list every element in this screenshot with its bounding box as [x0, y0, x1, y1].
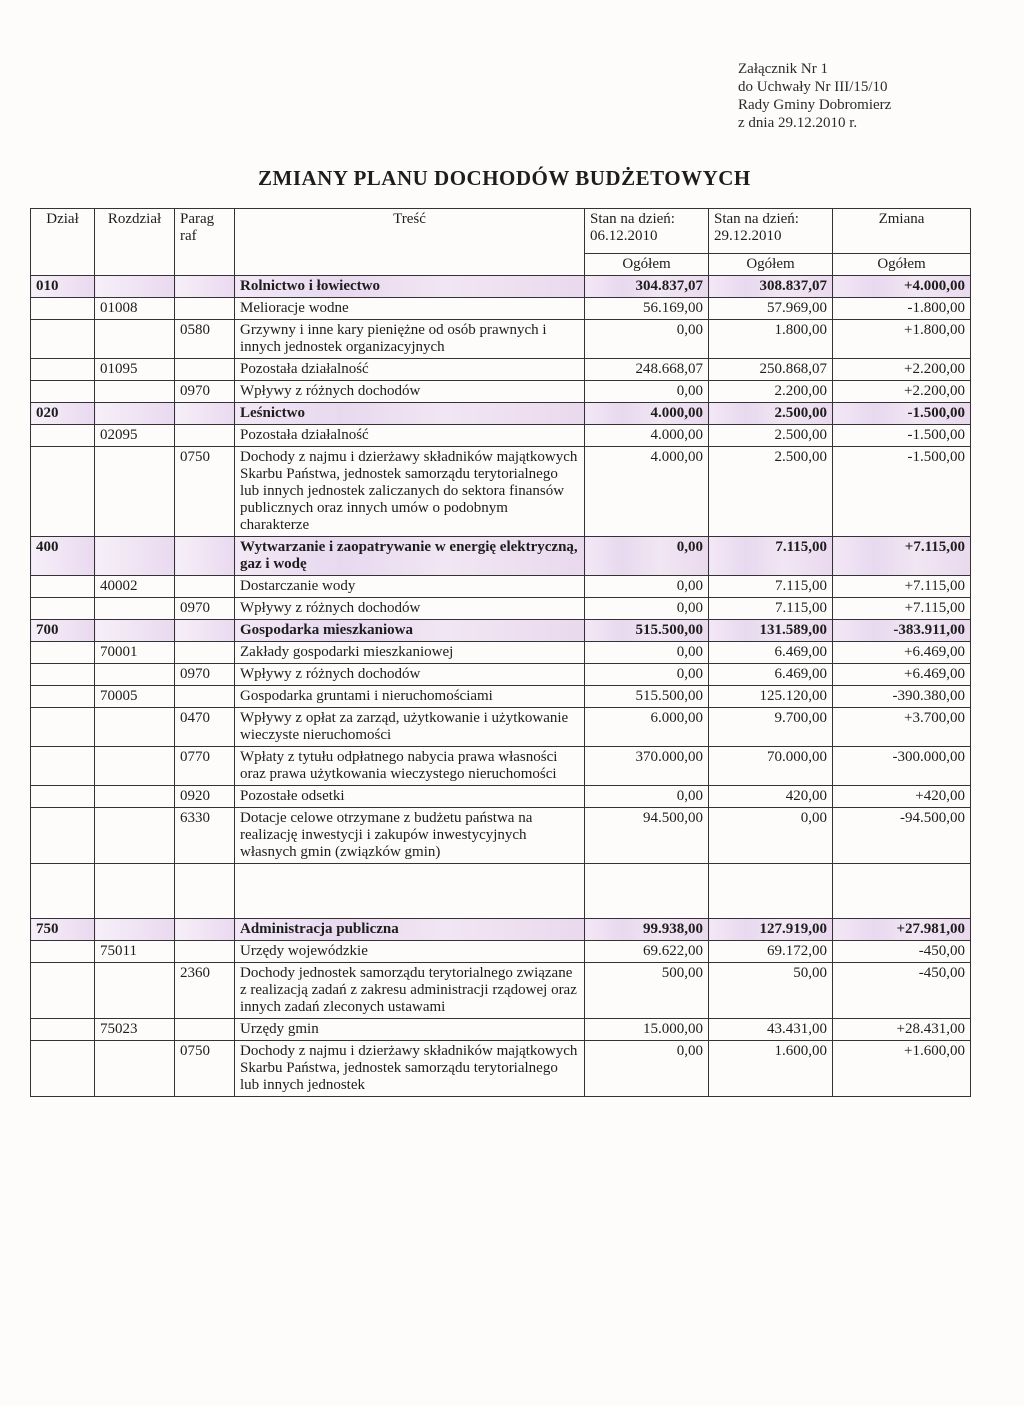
cell-paragraf	[175, 425, 235, 447]
cell-dzial	[31, 642, 95, 664]
cell-zmiana: +1.800,00	[833, 320, 971, 359]
chapter-row	[31, 642, 971, 664]
section-row	[31, 919, 971, 941]
cell-paragraf: 0750	[175, 447, 235, 537]
header-paragraf: Parag raf	[175, 209, 235, 276]
cell-stan-1: 4.000,00	[585, 425, 709, 447]
cell-dzial	[31, 664, 95, 686]
cell-tresc: Melioracje wodne	[235, 298, 585, 320]
cell-tresc: Urzędy wojewódzkie	[235, 941, 585, 963]
chapter-row	[31, 298, 971, 320]
cell-stan-1: 4.000,00	[585, 403, 709, 425]
table-row	[31, 598, 971, 620]
cell-paragraf: 0970	[175, 598, 235, 620]
spacer-cell	[709, 864, 833, 919]
cell-zmiana: -383.911,00	[833, 620, 971, 642]
cell-zmiana: +1.600,00	[833, 1041, 971, 1097]
cell-zmiana: +7.115,00	[833, 537, 971, 576]
table-row	[31, 963, 971, 1019]
spacer-row	[31, 864, 971, 919]
cell-dzial: 700	[31, 620, 95, 642]
cell-stan-1: 15.000,00	[585, 1019, 709, 1041]
cell-tresc: Wpływy z różnych dochodów	[235, 381, 585, 403]
cell-rozdzial	[95, 276, 175, 298]
header-rozdzial: Rozdział	[95, 209, 175, 276]
cell-paragraf: 0970	[175, 664, 235, 686]
cell-stan-2: 2.500,00	[709, 425, 833, 447]
cell-rozdzial	[95, 919, 175, 941]
cell-stan-2: 9.700,00	[709, 708, 833, 747]
attachment-line-1: Załącznik Nr 1	[738, 61, 828, 77]
cell-stan-1: 0,00	[585, 320, 709, 359]
table-row	[31, 1041, 971, 1097]
cell-stan-1: 248.668,07	[585, 359, 709, 381]
cell-tresc: Pozostałe odsetki	[235, 786, 585, 808]
cell-paragraf	[175, 941, 235, 963]
header-row	[31, 209, 971, 254]
cell-stan-1: 56.169,00	[585, 298, 709, 320]
cell-stan-2: 127.919,00	[709, 919, 833, 941]
spacer-cell	[175, 864, 235, 919]
cell-stan-1: 99.938,00	[585, 919, 709, 941]
cell-dzial	[31, 359, 95, 381]
cell-stan-2: 6.469,00	[709, 664, 833, 686]
cell-zmiana: +420,00	[833, 786, 971, 808]
cell-zmiana: +7.115,00	[833, 598, 971, 620]
cell-tresc: Wpływy z różnych dochodów	[235, 598, 585, 620]
chapter-row	[31, 686, 971, 708]
attachment-note	[738, 60, 891, 132]
table-row	[31, 381, 971, 403]
cell-dzial	[31, 1019, 95, 1041]
cell-paragraf	[175, 1019, 235, 1041]
table-row	[31, 447, 971, 537]
cell-paragraf: 2360	[175, 963, 235, 1019]
spacer-cell	[95, 864, 175, 919]
cell-rozdzial	[95, 808, 175, 864]
cell-dzial	[31, 576, 95, 598]
attachment-line-4: z dnia 29.12.2010 r.	[738, 115, 858, 131]
cell-paragraf	[175, 642, 235, 664]
spacer-cell	[235, 864, 585, 919]
cell-stan-2: 6.469,00	[709, 642, 833, 664]
cell-stan-1: 0,00	[585, 664, 709, 686]
cell-zmiana: -300.000,00	[833, 747, 971, 786]
table-row	[31, 320, 971, 359]
document-title: ZMIANY PLANU DOCHODÓW BUDŻETOWYCH	[258, 166, 751, 190]
cell-stan-1: 515.500,00	[585, 686, 709, 708]
subheader-ogolem-1: Ogółem	[585, 254, 709, 276]
table-row	[31, 747, 971, 786]
cell-rozdzial	[95, 786, 175, 808]
cell-rozdzial	[95, 403, 175, 425]
cell-dzial	[31, 941, 95, 963]
cell-paragraf: 0580	[175, 320, 235, 359]
cell-tresc: Urzędy gmin	[235, 1019, 585, 1041]
cell-tresc: Wpłaty z tytułu odpłatnego nabycia prawa własności oraz prawa użytkowania wieczystego nieruchomości	[235, 747, 585, 786]
chapter-row	[31, 941, 971, 963]
chapter-row	[31, 576, 971, 598]
cell-dzial	[31, 381, 95, 403]
cell-zmiana: +4.000,00	[833, 276, 971, 298]
cell-stan-2: 125.120,00	[709, 686, 833, 708]
cell-dzial	[31, 747, 95, 786]
cell-stan-1: 515.500,00	[585, 620, 709, 642]
subheader-ogolem-2: Ogółem	[709, 254, 833, 276]
cell-stan-1: 304.837,07	[585, 276, 709, 298]
cell-paragraf: 0750	[175, 1041, 235, 1097]
cell-stan-2: 7.115,00	[709, 537, 833, 576]
cell-rozdzial	[95, 963, 175, 1019]
cell-stan-2: 2.200,00	[709, 381, 833, 403]
cell-stan-1: 69.622,00	[585, 941, 709, 963]
spacer-cell	[585, 864, 709, 919]
cell-rozdzial	[95, 1041, 175, 1097]
cell-stan-2: 420,00	[709, 786, 833, 808]
cell-rozdzial	[95, 664, 175, 686]
cell-rozdzial: 70005	[95, 686, 175, 708]
cell-zmiana: -1.500,00	[833, 403, 971, 425]
cell-stan-2: 250.868,07	[709, 359, 833, 381]
cell-zmiana: -390.380,00	[833, 686, 971, 708]
cell-zmiana: +6.469,00	[833, 642, 971, 664]
cell-stan-2: 2.500,00	[709, 447, 833, 537]
cell-dzial	[31, 298, 95, 320]
cell-paragraf	[175, 276, 235, 298]
cell-stan-1: 0,00	[585, 642, 709, 664]
cell-zmiana: +3.700,00	[833, 708, 971, 747]
cell-dzial	[31, 320, 95, 359]
cell-zmiana: -1.800,00	[833, 298, 971, 320]
cell-rozdzial	[95, 620, 175, 642]
cell-rozdzial	[95, 320, 175, 359]
cell-tresc: Dochody z najmu i dzierżawy składników majątkowych Skarbu Państwa, jednostek samorządu terytorialnego lub innych jednostek	[235, 1041, 585, 1097]
cell-dzial: 750	[31, 919, 95, 941]
cell-paragraf	[175, 537, 235, 576]
cell-dzial	[31, 447, 95, 537]
cell-dzial: 400	[31, 537, 95, 576]
section-row	[31, 620, 971, 642]
cell-tresc: Grzywny i inne kary pieniężne od osób prawnych i innych jednostek organizacyjnych	[235, 320, 585, 359]
cell-stan-1: 6.000,00	[585, 708, 709, 747]
subheader-ogolem-3: Ogółem	[833, 254, 971, 276]
cell-tresc: Wytwarzanie i zaopatrywanie w energię elektryczną, gaz i wodę	[235, 537, 585, 576]
cell-tresc: Rolnictwo i łowiectwo	[235, 276, 585, 298]
cell-tresc: Pozostała działalność	[235, 425, 585, 447]
cell-dzial	[31, 963, 95, 1019]
cell-dzial	[31, 598, 95, 620]
cell-stan-1: 4.000,00	[585, 447, 709, 537]
attachment-line-3: Rady Gminy Dobromierz	[738, 97, 892, 113]
chapter-row	[31, 1019, 971, 1041]
spacer-cell	[833, 864, 971, 919]
cell-zmiana: -450,00	[833, 963, 971, 1019]
cell-stan-1: 94.500,00	[585, 808, 709, 864]
cell-paragraf: 6330	[175, 808, 235, 864]
cell-stan-1: 0,00	[585, 786, 709, 808]
cell-dzial	[31, 808, 95, 864]
cell-zmiana: +28.431,00	[833, 1019, 971, 1041]
cell-paragraf	[175, 359, 235, 381]
cell-rozdzial	[95, 537, 175, 576]
cell-paragraf	[175, 620, 235, 642]
cell-tresc: Dochody jednostek samorządu terytorialnego związane z realizacją zadań z zakresu administracji rządowej oraz innych zadań zleconych ustawami	[235, 963, 585, 1019]
header-tresc: Treść	[235, 209, 585, 276]
cell-stan-2: 69.172,00	[709, 941, 833, 963]
table-row	[31, 708, 971, 747]
cell-rozdzial	[95, 708, 175, 747]
cell-stan-1: 0,00	[585, 576, 709, 598]
cell-tresc: Administracja publiczna	[235, 919, 585, 941]
cell-paragraf: 0920	[175, 786, 235, 808]
cell-paragraf: 0470	[175, 708, 235, 747]
cell-dzial	[31, 708, 95, 747]
cell-zmiana: -1.500,00	[833, 425, 971, 447]
cell-zmiana: +2.200,00	[833, 359, 971, 381]
cell-zmiana: +7.115,00	[833, 576, 971, 598]
cell-tresc: Leśnictwo	[235, 403, 585, 425]
cell-stan-1: 0,00	[585, 1041, 709, 1097]
cell-stan-2: 57.969,00	[709, 298, 833, 320]
cell-tresc: Zakłady gospodarki mieszkaniowej	[235, 642, 585, 664]
cell-rozdzial	[95, 447, 175, 537]
cell-tresc: Gospodarka mieszkaniowa	[235, 620, 585, 642]
chapter-row	[31, 425, 971, 447]
table-row	[31, 786, 971, 808]
cell-stan-2: 1.600,00	[709, 1041, 833, 1097]
cell-paragraf	[175, 403, 235, 425]
cell-dzial	[31, 786, 95, 808]
cell-paragraf: 0970	[175, 381, 235, 403]
cell-rozdzial: 01008	[95, 298, 175, 320]
table-row	[31, 664, 971, 686]
cell-stan-2: 7.115,00	[709, 576, 833, 598]
cell-paragraf	[175, 298, 235, 320]
cell-paragraf	[175, 576, 235, 598]
cell-dzial	[31, 425, 95, 447]
cell-tresc: Dochody z najmu i dzierżawy składników majątkowych Skarbu Państwa, jednostek samorządu terytorialnego lub innych jednostek zaliczanych do sektora finansów publicznych oraz innych umów o podobnym charakterze	[235, 447, 585, 537]
cell-zmiana: +2.200,00	[833, 381, 971, 403]
header-dzial: Dział	[31, 209, 95, 276]
cell-dzial	[31, 1041, 95, 1097]
cell-stan-1: 500,00	[585, 963, 709, 1019]
cell-paragraf: 0770	[175, 747, 235, 786]
cell-paragraf	[175, 686, 235, 708]
budget-body	[31, 276, 971, 1097]
cell-tresc: Dostarczanie wody	[235, 576, 585, 598]
cell-tresc: Pozostała działalność	[235, 359, 585, 381]
cell-tresc: Gospodarka gruntami i nieruchomościami	[235, 686, 585, 708]
spacer-cell	[31, 864, 95, 919]
cell-stan-2: 50,00	[709, 963, 833, 1019]
cell-zmiana: +6.469,00	[833, 664, 971, 686]
section-row	[31, 537, 971, 576]
cell-rozdzial	[95, 747, 175, 786]
chapter-row	[31, 359, 971, 381]
cell-stan-2: 1.800,00	[709, 320, 833, 359]
cell-stan-2: 2.500,00	[709, 403, 833, 425]
cell-rozdzial	[95, 381, 175, 403]
cell-zmiana: -450,00	[833, 941, 971, 963]
cell-stan-2: 70.000,00	[709, 747, 833, 786]
cell-dzial: 010	[31, 276, 95, 298]
cell-rozdzial: 01095	[95, 359, 175, 381]
cell-rozdzial	[95, 598, 175, 620]
cell-stan-2: 7.115,00	[709, 598, 833, 620]
section-row	[31, 403, 971, 425]
cell-tresc: Dotacje celowe otrzymane z budżetu państwa na realizację inwestycji i zakupów inwestycyjnych własnych gmin (związków gmin)	[235, 808, 585, 864]
cell-rozdzial: 02095	[95, 425, 175, 447]
table-row	[31, 808, 971, 864]
header-zmiana: Zmiana	[833, 209, 971, 254]
cell-dzial	[31, 686, 95, 708]
cell-dzial: 020	[31, 403, 95, 425]
cell-tresc: Wpływy z opłat za zarząd, użytkowanie i użytkowanie wieczyste nieruchomości	[235, 708, 585, 747]
header-stan-2: Stan na dzień: 29.12.2010	[709, 209, 833, 254]
cell-stan-2: 0,00	[709, 808, 833, 864]
cell-rozdzial: 75011	[95, 941, 175, 963]
cell-rozdzial: 40002	[95, 576, 175, 598]
cell-stan-1: 0,00	[585, 537, 709, 576]
attachment-line-2: do Uchwały Nr III/15/10	[738, 79, 888, 95]
section-row	[31, 276, 971, 298]
cell-rozdzial: 70001	[95, 642, 175, 664]
header-stan-1: Stan na dzień: 06.12.2010	[585, 209, 709, 254]
cell-zmiana: +27.981,00	[833, 919, 971, 941]
cell-paragraf	[175, 919, 235, 941]
cell-stan-1: 370.000,00	[585, 747, 709, 786]
cell-stan-2: 43.431,00	[709, 1019, 833, 1041]
cell-zmiana: -94.500,00	[833, 808, 971, 864]
cell-stan-2: 308.837,07	[709, 276, 833, 298]
cell-rozdzial: 75023	[95, 1019, 175, 1041]
cell-zmiana: -1.500,00	[833, 447, 971, 537]
cell-stan-1: 0,00	[585, 598, 709, 620]
budget-table	[30, 208, 971, 1097]
cell-stan-1: 0,00	[585, 381, 709, 403]
cell-tresc: Wpływy z różnych dochodów	[235, 664, 585, 686]
cell-stan-2: 131.589,00	[709, 620, 833, 642]
